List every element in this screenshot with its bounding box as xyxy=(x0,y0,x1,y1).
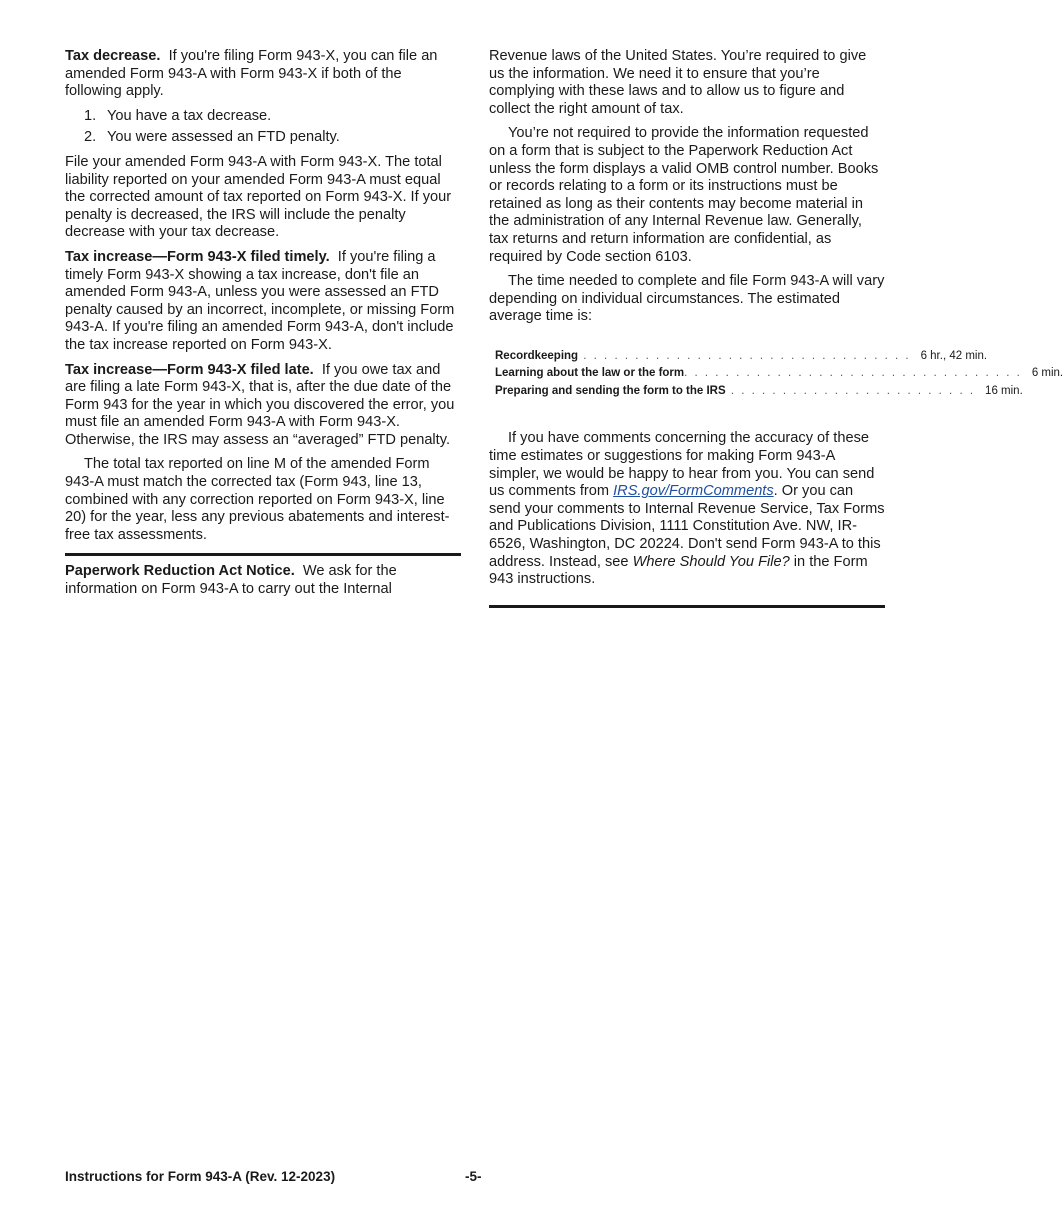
footer-title: Instructions for Form 943-A (Rev. 12-2023) xyxy=(65,1169,336,1184)
conditions-list xyxy=(65,108,461,147)
tax-decrease-paragraph xyxy=(65,48,461,101)
right-column xyxy=(489,48,1063,608)
time-needed-paragraph: The time needed to complete and file Form 943-A will vary depending on individual circumstances. The estimated average time is: xyxy=(489,273,885,325)
timely-paragraph xyxy=(65,249,461,355)
form-comments-link[interactable]: IRS.gov/FormComments xyxy=(613,483,774,500)
pra-heading: Paperwork Reduction Act Notice. xyxy=(65,563,295,580)
late-heading: Tax increase—Form 943-X filed late. xyxy=(65,361,314,378)
dot-leader: . . . . . . . . . . . . . . . . . . . . . . . . xyxy=(725,384,976,397)
where-file-reference: Where Should You File? xyxy=(632,553,790,570)
late-paragraph xyxy=(65,362,461,450)
page-number: -5- xyxy=(465,1169,482,1184)
late-text: If you owe tax and are filing a late Form 943-X, that is, after the due date of the Form 943 for the year in which you discovered the error, you must file an amended Form 943-A with Form 943-X. Otherwise, the IRS may assess an “averaged” FTD penalty. xyxy=(65,361,455,448)
pra-text: We ask for the information on Form 943-A to carry out the Internal xyxy=(65,563,397,598)
left-column xyxy=(65,48,461,606)
tax-decrease-heading: Tax decrease. xyxy=(65,48,161,64)
timely-text: If you're filing a timely Form 943-X showing a tax increase, don't file an amended Form 943-A, unless you were assessed an FTD penalty caused by an incorrect, incomplete, or missing Form 943-A. If you're filing an amended Form 943-A, don't include the tax increase reported on Form 943-X. xyxy=(65,248,455,353)
table-row: Preparing and sending the form to the IRS . . . . . . . . . . . . . . . . . . . . . . . . 16 min. xyxy=(495,383,879,401)
pra-paragraph xyxy=(65,563,461,598)
amended-form-paragraph: File your amended Form 943-A with Form 943-X. The total liability reported on your amended Form 943-A must equal the corrected amount of tax reported on Form 943-X. If your penalty is decreased, the IRS will include the penalty decrease with your tax decrease. xyxy=(65,153,452,241)
timely-heading: Tax increase—Form 943-X filed timely. xyxy=(65,248,330,265)
list-item: 1. You have a tax decrease. xyxy=(84,107,272,124)
comments-paragraph: If you have comments concerning the accuracy of these time estimates or suggestions for making Form 943-A simpler, we would be happy to hear from you. You can send us comments from IRS.gov/FormComments. Or you can send your comments to Internal Revenue Service, Tax Forms and Publications Division, 1111 Constitution Ave. NW, IR-6526, Washington, DC 20224. Don't send Form 943-A to this address. Instead, see Where Should You File? in the Form 943 instructions. xyxy=(489,430,885,588)
dot-leader: . . . . . . . . . . . . . . . . . . . . . . . . . . . . . . . . . xyxy=(684,367,1022,380)
tax-decrease-text: If you're filing Form 943-X, you can file an amended Form 943-A with Form 943-X if both of the following apply. xyxy=(65,48,438,100)
omb-paragraph: You’re not required to provide the information requested on a form that is subject to the Paperwork Reduction Act unless the form displays a valid OMB control number. Books or records relating to a form or its instructions must be retained as long as their contents may become material in the administration of any Internal Revenue law. Generally, tax returns and return information are confidential, as required by Code section 6103. xyxy=(489,125,879,265)
section-divider xyxy=(65,553,461,556)
dot-leader: . . . . . . . . . . . . . . . . . . . . . . . . . . . . . . . . xyxy=(578,349,911,362)
list-item: 2. You were assessed an FTD penalty. xyxy=(84,129,340,146)
time-estimates-table xyxy=(495,348,1063,401)
table-row: Recordkeeping . . . . . . . . . . . . . . . . . . . . . . . . . . . . . . . . 6 hr., 42 min. xyxy=(495,348,879,366)
end-divider xyxy=(489,605,885,608)
revenue-laws-paragraph: Revenue laws of the United States. You’re required to give us the information. We need it to ensure that you’re complying with these laws and to allow us to figure and collect the right amount of tax. xyxy=(489,48,867,117)
table-row: Learning about the law or the form . . . . . . . . . . . . . . . . . . . . . . . . . . . . . . . . . 6 min. xyxy=(495,365,879,383)
line-m-paragraph: The total tax reported on line M of the amended Form 943-A must match the corrected tax (Form 943, line 13, combined with any correction reported on Form 943-X, line 20) for the year, less any previous abatements and interest-free tax assessments. xyxy=(65,456,450,543)
